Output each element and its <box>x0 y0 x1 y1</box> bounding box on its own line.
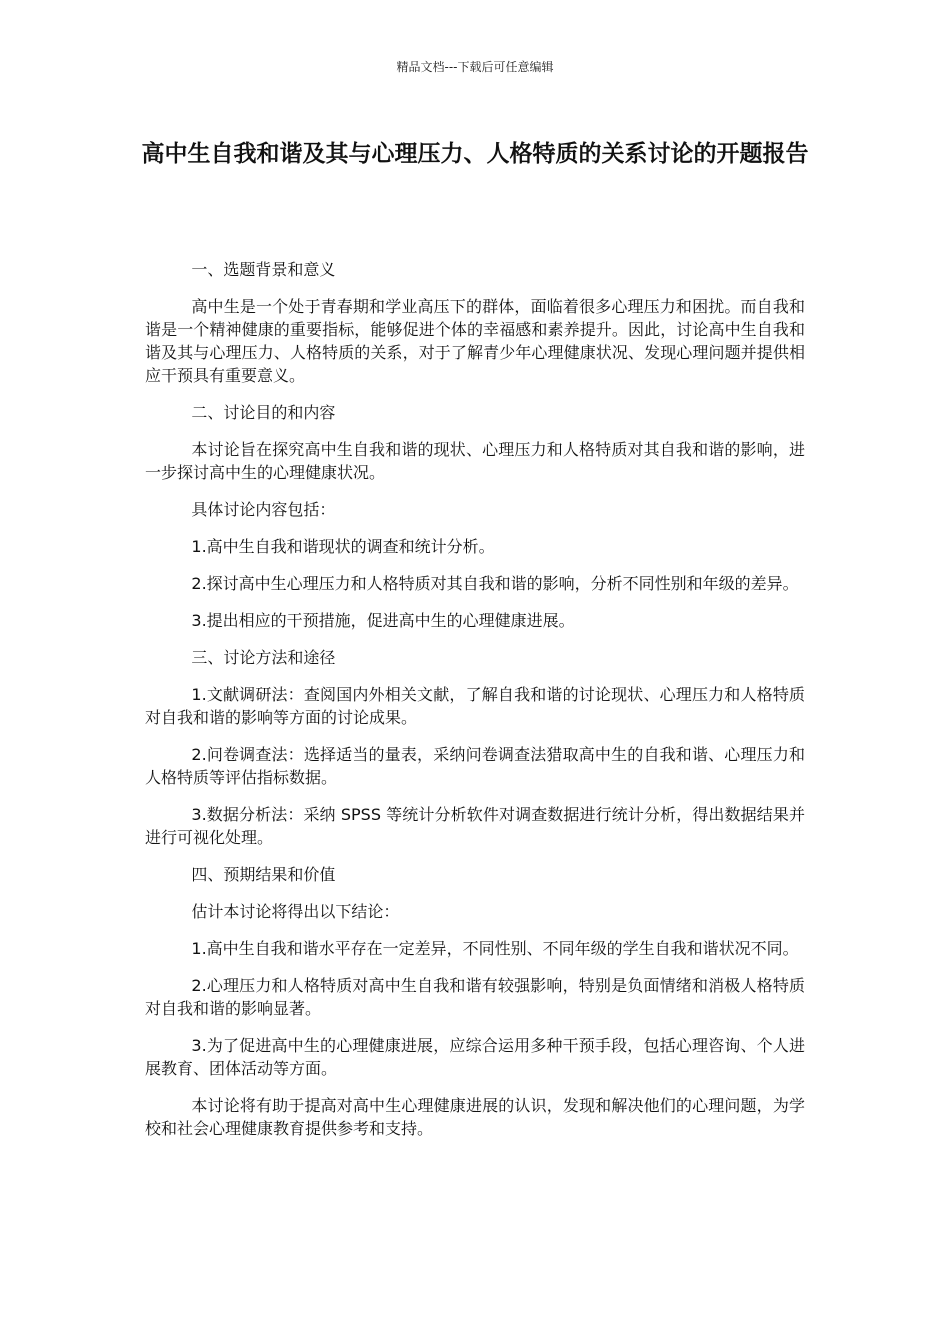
list-item-method-3: 3.数据分析法：采纳 SPSS 等统计分析软件对调查数据进行统计分析，得出数据结果并进行可视化处理。 <box>145 805 805 847</box>
document-title: 高中生自我和谐及其与心理压力、人格特质的关系讨论的开题报告 <box>141 141 809 167</box>
paragraph-content-intro: 具体讨论内容包括： <box>191 500 336 519</box>
paragraph-conclusion: 本讨论将有助于提高对高中生心理健康进展的认识，发现和解决他们的心理问题，为学校和社会心理健康教育提供参考和支持。 <box>145 1096 805 1138</box>
section-heading-results: 四、预期结果和价值 <box>191 865 336 884</box>
section-heading-methods: 三、讨论方法和途径 <box>191 648 336 667</box>
list-item-method-1: 1.文献调研法：查阅国内外相关文献，了解自我和谐的讨论现状、心理压力和人格特质对自我和谐的影响等方面的讨论成果。 <box>145 685 805 727</box>
document-body <box>145 258 805 1154</box>
list-item-method-2: 2.问卷调查法：选择适当的量表，采纳问卷调查法猎取高中生的自我和谐、心理压力和人格特质等评估指标数据。 <box>145 745 805 787</box>
section-heading-purpose: 二、讨论目的和内容 <box>191 403 336 422</box>
list-item-result-3: 3.为了促进高中生的心理健康进展，应综合运用多种干预手段，包括心理咨询、个人进展教育、团体活动等方面。 <box>145 1036 805 1078</box>
list-item-result-1: 1.高中生自我和谐水平存在一定差异，不同性别、不同年级的学生自我和谐状况不同。 <box>191 939 799 958</box>
paragraph-results-intro: 估计本讨论将得出以下结论： <box>191 902 400 921</box>
section-heading-background: 一、选题背景和意义 <box>191 260 336 279</box>
list-item-content-1: 1.高中生自我和谐现状的调查和统计分析。 <box>191 537 495 556</box>
paragraph-background: 高中生是一个处于青春期和学业高压下的群体，面临着很多心理压力和困扰。而自我和谐是一个精神健康的重要指标，能够促进个体的幸福感和素养提升。因此，讨论高中生自我和谐及其与心理压力、人格特质的关系，对于了解青少年心理健康状况、发现心理问题并提供相应干预具有重要意义。 <box>145 297 805 385</box>
list-item-content-3: 3.提出相应的干预措施，促进高中生的心理健康进展。 <box>191 611 575 630</box>
header-note: 精品文档---下载后可任意编辑 <box>396 60 554 74</box>
list-item-result-2: 2.心理压力和人格特质对高中生自我和谐有较强影响，特别是负面情绪和消极人格特质对自我和谐的影响显著。 <box>145 976 805 1018</box>
list-item-content-2: 2.探讨高中生心理压力和人格特质对其自我和谐的影响，分析不同性别和年级的差异。 <box>191 574 799 593</box>
paragraph-purpose: 本讨论旨在探究高中生自我和谐的现状、心理压力和人格特质对其自我和谐的影响，进一步探讨高中生的心理健康状况。 <box>145 440 805 482</box>
